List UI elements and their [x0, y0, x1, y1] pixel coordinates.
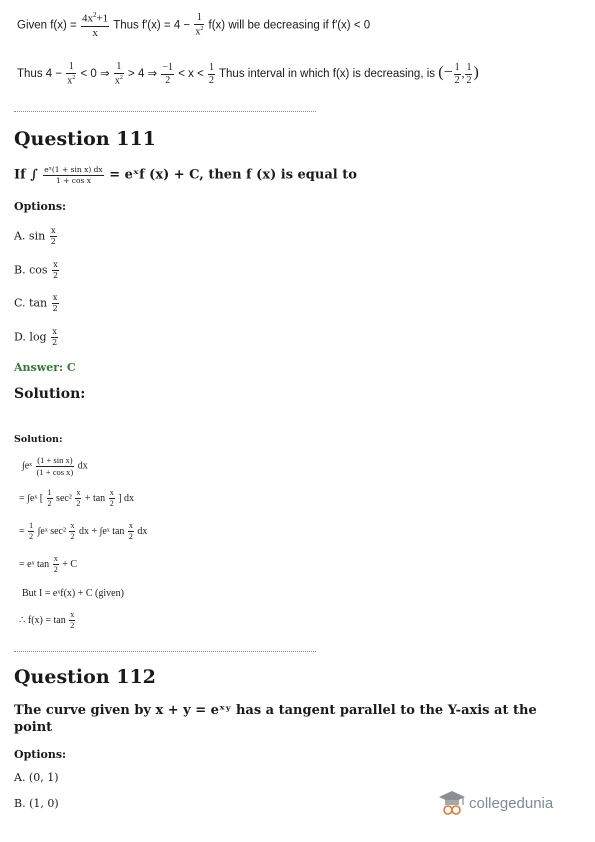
- question-112-title: Question 112: [14, 666, 156, 688]
- fraction: $\frac{4x^2+1}{x}$: [81, 11, 109, 39]
- solution-step-6: ∴ f(x) = tan $\frac{x}{2}$: [19, 610, 75, 630]
- solution-step-1: ∫eˣ $\frac{\text{(1 + sin x)}}{\text{(1 + cos x)}}$ dx: [22, 455, 88, 477]
- option-b[interactable]: B. (1, 0): [14, 797, 59, 810]
- solution-step-4: = eˣ tan $\frac{x}{2}$ + C: [19, 554, 77, 574]
- answer-label: Answer: C: [14, 361, 76, 374]
- solution-step-3: = $\frac{1}{2}$ ∫eˣ sec² $\frac{x}{2}$ dx + ∫eˣ tan $\frac{x}{2}$ dx: [19, 521, 148, 541]
- options-label: Options:: [14, 748, 67, 761]
- options-label: Options:: [14, 200, 67, 213]
- option-b[interactable]: B. cos $\frac{x}{2}$: [14, 260, 59, 280]
- fraction: $\frac{-1}{2}$: [162, 61, 174, 86]
- fraction: $\frac{1}{2}$: [466, 61, 472, 86]
- question-112-stem-line-2: point: [14, 720, 53, 735]
- divider: [14, 651, 316, 652]
- collegedunia-logo[interactable]: [437, 786, 553, 820]
- solution-step-5: But I = eˣf(x) + C (given): [22, 588, 124, 599]
- divider: [14, 111, 316, 112]
- option-a[interactable]: A. sin $\frac{x}{2}$: [14, 226, 56, 246]
- prev-solution-line-2: Thus 4 − $\frac{1}{x^2}$ < 0 ⇒ $\frac{1}{x^2}$ > 4 ⇒ $\frac{-1}{2}$ < x < $\frac{1}{2}$ Thus interval in which f(x) is decreasing, is (− $\frac{1}{2}$ , $\frac{1}{2}$ ): [17, 61, 479, 87]
- fraction: $\frac{1}{x^2}$: [67, 61, 76, 87]
- fraction: $\frac{1}{2}$: [209, 61, 214, 86]
- option-d[interactable]: D. log $\frac{x}{2}$: [14, 327, 58, 347]
- solution-heading: Solution:: [14, 386, 86, 402]
- question-111-stem: If ∫ $\frac{\text{eˣ(1 + sin x) dx}}{\text{1 + cos x}}$ = eˣf (x) + C, then f (x) is equal to: [14, 165, 357, 185]
- question-111-title: Question 111: [14, 128, 156, 150]
- prev-solution-line-1: Given f(x) = $\frac{4x^2+1}{x}$ Thus f′(x) = 4 − $\frac{1}{x^2}$ f(x) will be decreasing if f′(x) < 0: [17, 11, 371, 39]
- solution-label: Solution:: [14, 434, 63, 445]
- option-c[interactable]: C. tan $\frac{x}{2}$: [14, 293, 58, 313]
- option-a[interactable]: A. (0, 1): [14, 771, 59, 784]
- fraction: $\frac{1}{x^2}$: [195, 12, 204, 38]
- graduate-cap-icon: [437, 788, 467, 818]
- solution-step-2: = ∫eˣ [ $\frac{1}{2}$ sec² $\frac{x}{2}$ + tan $\frac{x}{2}$ ] dx: [19, 488, 135, 508]
- fraction: $\frac{1}{2}$: [454, 61, 460, 86]
- question-112-stem-line-1: The curve given by x + y = eˣʸ has a tangent parallel to the Y-axis at the: [14, 703, 537, 718]
- fraction: $\frac{1}{x^2}$: [114, 61, 123, 87]
- logo-text: collegedunia: [469, 794, 554, 812]
- fraction: $\frac{\text{eˣ(1 + sin x) dx}}{\text{1 + cos x}}$: [44, 165, 103, 185]
